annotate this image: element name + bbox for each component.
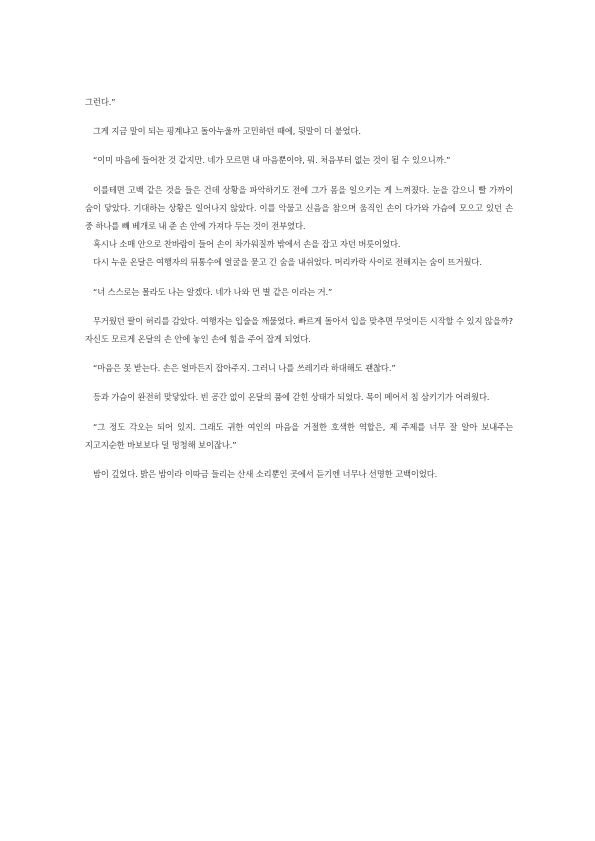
paragraph-11: “그 정도 각오는 되어 있지. 그래도 귀한 여인의 마음을 거절한 호색한 역할은, 제 주제를 너무 잘 알아 보내주는 지고지순한 바보보다 덜 멍청해 보이잖나.” — [85, 421, 513, 450]
document-page — [85, 93, 513, 483]
paragraph-6: 다시 누운 온달은 여행자의 뒤통수에 얼굴을 묻고 긴 숨을 내쉬었다. 머리카락 사이로 전해지는 숨이 뜨거웠다. — [93, 257, 482, 268]
paragraph-3: “이미 마음에 들어찬 것 같지만. 네가 모르면 내 마음뿐이야, 뭐. 처음부터 없는 것이 될 수 있으니까.” — [93, 155, 451, 166]
paragraph-9: “마음은 못 받는다. 손은 얼마든지 잡아주지. 그러니 나를 쓰레기라 하대해도 괜찮다.” — [93, 363, 396, 374]
paragraph-1: 그런다.” — [85, 97, 116, 107]
paragraph-5: 혹시나 소매 안으로 찬바람이 들어 손이 차가워질까 밖에서 손을 잡고 자던 버릇이었다. — [93, 239, 401, 250]
paragraph-4: 이를테면 고백 같은 것을 들은 건데 상황을 파악하기도 전에 그가 몸을 일으키는 게 느껴졌다. 눈을 감으니 빨 가까이 숨이 닿았다. 기대하는 상황은 일어나지 않았다. 이를 악물고 신음을 참으며 움직인 손이 다가와 가슴에 모으고 있던 손 중 하나를 빼 베개로 내 준 손 안에 가져다 두는 것이 전부였다. — [85, 184, 513, 232]
paragraph-2: 그게 지금 말이 되는 핑계냐고 돌아누울까 고민하던 때에, 뒷말이 더 붙었다. — [93, 126, 361, 137]
paragraph-7: “너 스스로는 몰라도 나는 알겠다. 네가 나와 먼 별 같은 이라는 거.” — [93, 286, 333, 297]
paragraph-10: 등과 가슴이 완전히 맞닿았다. 빈 공간 없이 온달의 품에 갇힌 상태가 되었다. 목이 메어서 침 삼키기가 어려웠다. — [93, 392, 490, 403]
paragraph-12: 밤이 깊었다. 밝은 밤이라 이따금 들리는 산새 소리뿐인 곳에서 듣기엔 너무나 선명한 고백이었다. — [93, 469, 438, 480]
paragraph-8: 무거웠던 팔이 허리를 감았다. 여행자는 입술을 깨물었다. 빠르게 돌아서 입을 맞추면 무엇이든 시작할 수 있지 않을까? 자신도 모르게 온달의 손 안에 놓인 손에 힘을 주어 잡게 되었다. — [85, 315, 513, 345]
